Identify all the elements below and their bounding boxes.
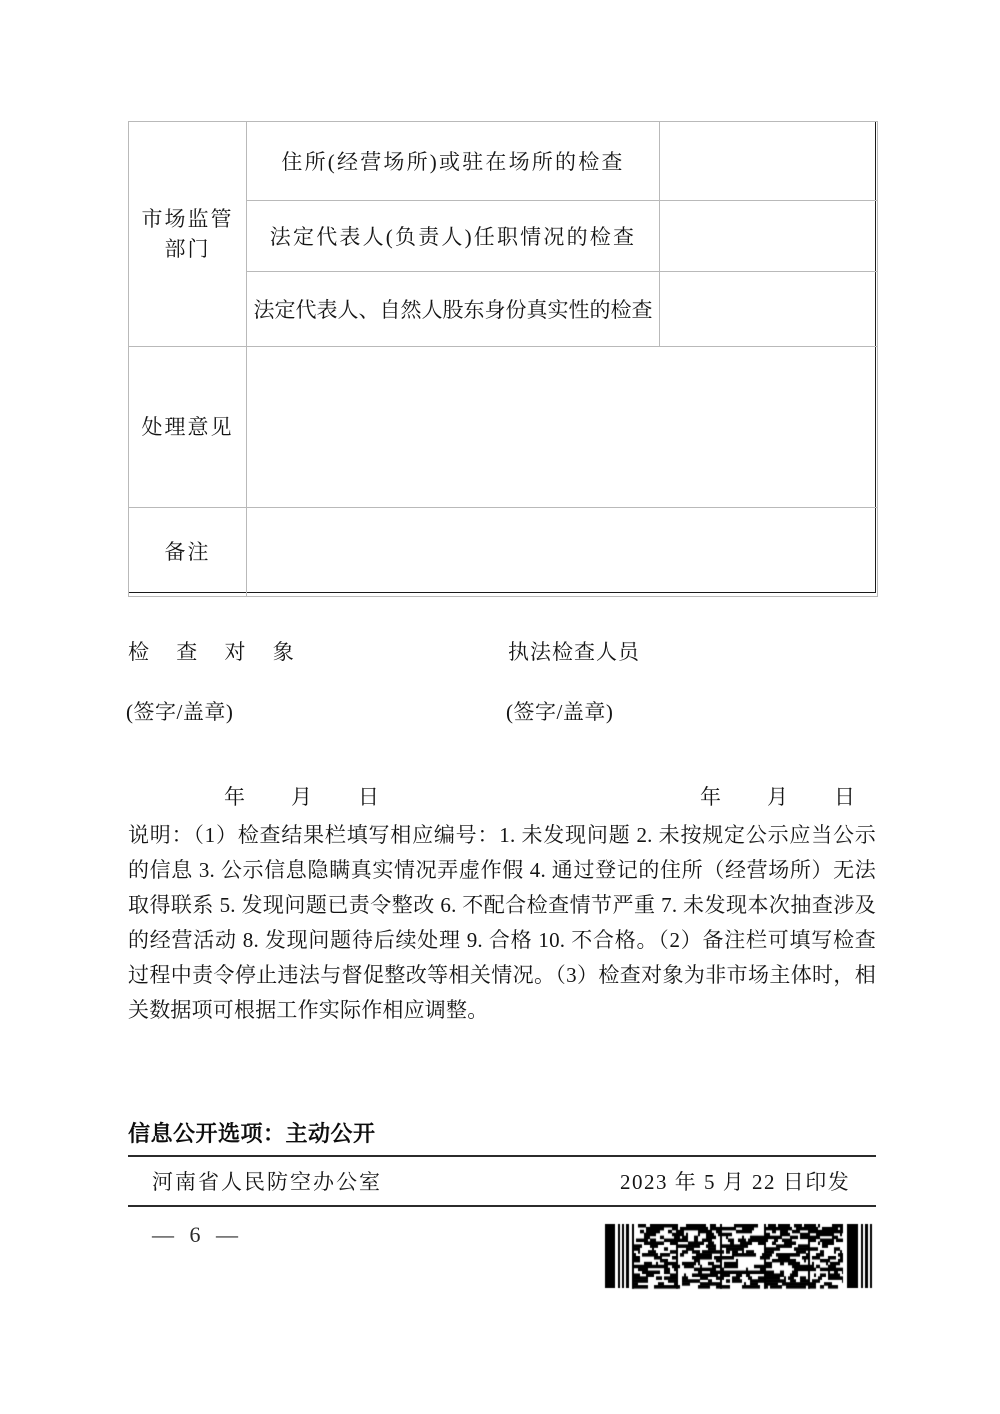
- inspector-seal-hint: (签字/盖章): [506, 700, 614, 724]
- date-left-month: 月: [291, 785, 312, 809]
- pdf417-barcode: [601, 1221, 877, 1297]
- date-right-year: 年: [700, 785, 721, 809]
- department-label-line2: 部门: [164, 237, 211, 261]
- department-label-line1: 市场监管: [141, 206, 234, 231]
- cell-result-identity-authenticity[interactable]: [660, 272, 878, 347]
- date-right-month: 月: [767, 785, 788, 809]
- table-row: [129, 347, 878, 508]
- cell-handling-opinion-value[interactable]: [247, 347, 878, 508]
- inspector-label: 执法检查人员: [508, 640, 640, 664]
- inspection-form-table: [128, 121, 878, 597]
- cell-item-identity-authenticity: 法定代表人、自然人股东身份真实性的检查: [247, 272, 660, 347]
- inspector-date-line: [700, 781, 855, 811]
- cell-item-residence-inspection: 住所(经营场所)或驻在场所的检查: [247, 122, 660, 201]
- table-row: [129, 122, 878, 201]
- information-disclosure-option: 信息公开选项：主动公开: [128, 1121, 376, 1146]
- cell-remarks-label: 备注: [129, 508, 247, 597]
- print-date: 2023 年 5 月 22 日印发: [620, 1170, 851, 1194]
- publisher-name: 河南省人民防空办公室: [152, 1170, 382, 1194]
- table-row: [129, 508, 878, 597]
- inspected-object-seal-hint: (签字/盖章): [126, 700, 234, 724]
- cell-result-residence-inspection[interactable]: [660, 122, 878, 201]
- cell-result-legal-rep-appointment[interactable]: [660, 201, 878, 272]
- page-number: — 6 —: [152, 1222, 243, 1247]
- inspected-object-label: 检 查 对 象: [128, 640, 305, 664]
- cell-item-legal-rep-appointment: 法定代表人(负责人)任职情况的检查: [247, 201, 660, 272]
- cell-remarks-value[interactable]: [247, 508, 878, 597]
- footer-rule-bottom: [128, 1205, 876, 1207]
- date-left-day: 日: [358, 785, 379, 809]
- footer-rule-top: [128, 1155, 876, 1157]
- inspected-object-date-line: [224, 781, 379, 811]
- date-right-day: 日: [834, 785, 855, 809]
- cell-handling-opinion-label: 处理意见: [129, 347, 247, 508]
- cell-department-label: [129, 122, 247, 347]
- form-instructions-note: 说明：（1）检查结果栏填写相应编号：1. 未发现问题 2. 未按规定公示应当公示的信息 3. 公示信息隐瞒真实情况弄虚作假 4. 通过登记的住所（经营场所）无法取得联系 5. 发现问题已责令整改 6. 不配合检查情节严重 7. 未发现本次抽查涉及的经营活动 8. 发现问题待后续处理 9. 合格 10. 不合格。（2）备注栏可填写检查过程中责令停止违法与督促整改等相关情况。（3）检查对象为非市场主体时，相关数据项可根据工作实际作相应调整。: [128, 823, 876, 1022]
- date-left-year: 年: [224, 785, 245, 809]
